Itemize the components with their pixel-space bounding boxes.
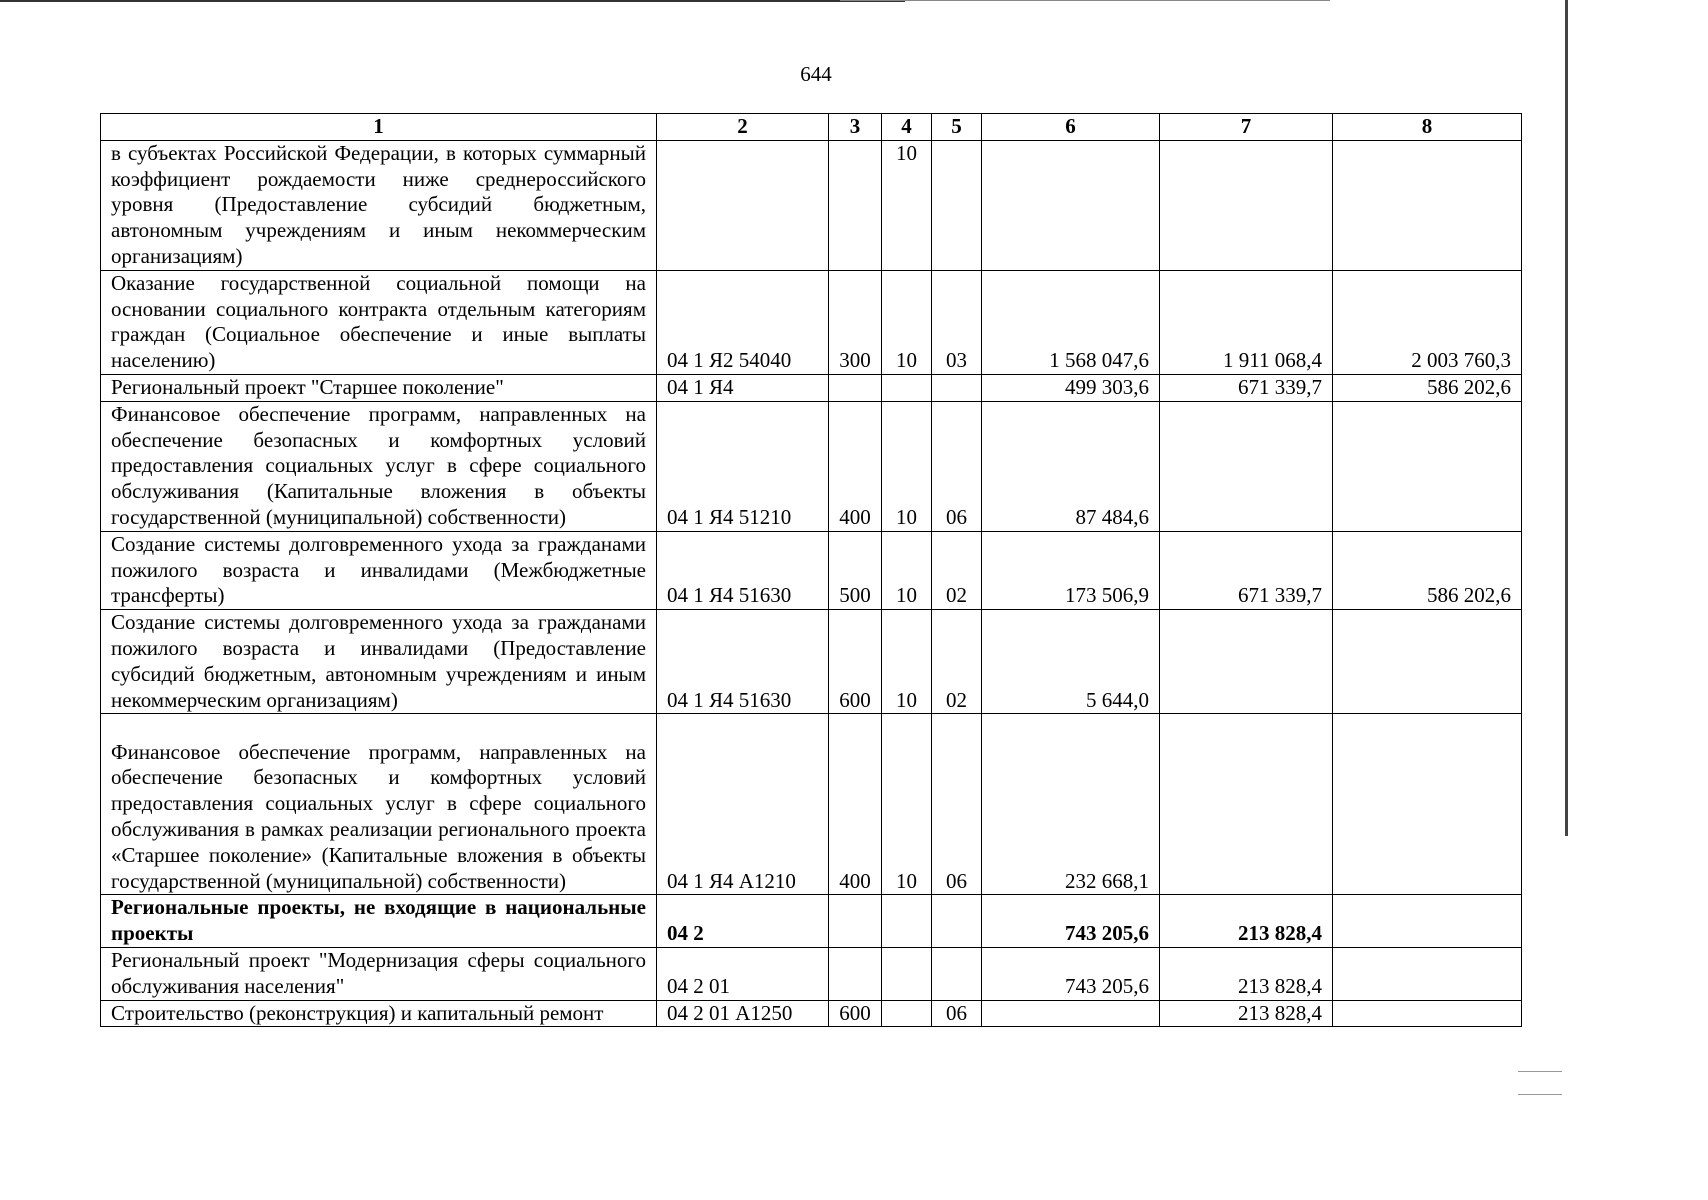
scan-corner-mark (1518, 1071, 1562, 1072)
header-cell: 4 (882, 114, 932, 141)
row-c7: 213 828,4 (1160, 895, 1333, 948)
scan-corner-mark (1518, 1094, 1562, 1095)
row-code (657, 140, 829, 270)
row-c8 (1333, 895, 1522, 948)
scan-right-edge (1565, 0, 1568, 836)
row-name: Региональный проект "Модернизация сферы социального обслуживания населения" (101, 947, 657, 1000)
table-row (101, 610, 1522, 714)
row-c4 (882, 374, 932, 401)
row-name: Создание системы долговременного ухода за гражданами пожилого возраста и инвалидами (Предоставление субсидий бюджетным, автономным учреждениям и иным некоммерческим организациям) (101, 610, 657, 714)
header-cell: 1 (101, 114, 657, 141)
row-c4 (882, 947, 932, 1000)
row-c3: 400 (829, 714, 882, 895)
row-c3: 300 (829, 270, 882, 374)
row-c8: 586 202,6 (1333, 374, 1522, 401)
row-c7 (1160, 140, 1333, 270)
row-c6 (982, 1000, 1160, 1027)
row-c8 (1333, 1000, 1522, 1027)
budget-table (100, 113, 1522, 1027)
row-c5: 06 (932, 1000, 982, 1027)
row-c3 (829, 947, 882, 1000)
row-c3 (829, 140, 882, 270)
table-row-bold (101, 895, 1522, 948)
scan-top-border (0, 0, 905, 2)
row-c8: 2 003 760,3 (1333, 270, 1522, 374)
row-c6: 5 644,0 (982, 610, 1160, 714)
row-name: Региональный проект "Старшее поколение" (101, 374, 657, 401)
row-c7: 1 911 068,4 (1160, 270, 1333, 374)
header-cell: 5 (932, 114, 982, 141)
row-c6: 173 506,9 (982, 531, 1160, 609)
row-c7: 671 339,7 (1160, 531, 1333, 609)
row-code: 04 2 (657, 895, 829, 948)
row-c5 (932, 895, 982, 948)
row-c4: 10 (882, 401, 932, 531)
row-c6: 743 205,6 (982, 895, 1160, 948)
row-c5: 06 (932, 401, 982, 531)
row-name: Строительство (реконструкция) и капитальный ремонт (101, 1000, 657, 1027)
header-cell: 3 (829, 114, 882, 141)
table-row (101, 401, 1522, 531)
row-c8 (1333, 140, 1522, 270)
row-c4: 10 (882, 610, 932, 714)
row-c3: 600 (829, 1000, 882, 1027)
row-name: Финансовое обеспечение программ, направленных на обеспечение безопасных и комфортных условий предоставления социальных услуг в сфере социального обслуживания (Капитальные вложения в объекты государственной (муниципальной) собственности) (101, 401, 657, 531)
row-c7: 213 828,4 (1160, 947, 1333, 1000)
header-cell: 7 (1160, 114, 1333, 141)
row-c3: 600 (829, 610, 882, 714)
row-c7 (1160, 714, 1333, 895)
row-c7: 213 828,4 (1160, 1000, 1333, 1027)
row-c6: 232 668,1 (982, 714, 1160, 895)
row-code: 04 1 Я4 51630 (657, 531, 829, 609)
table-row (101, 1000, 1522, 1027)
row-c8 (1333, 610, 1522, 714)
header-row (101, 114, 1522, 141)
header-cell: 2 (657, 114, 829, 141)
row-c7: 671 339,7 (1160, 374, 1333, 401)
row-c3 (829, 895, 882, 948)
row-c3: 400 (829, 401, 882, 531)
table-row (101, 374, 1522, 401)
row-c8 (1333, 401, 1522, 531)
row-c6: 1 568 047,6 (982, 270, 1160, 374)
row-c7 (1160, 401, 1333, 531)
row-c5 (932, 140, 982, 270)
row-code: 04 1 Я4 (657, 374, 829, 401)
row-c4: 10 (882, 140, 932, 270)
row-code: 04 1 Я4 51210 (657, 401, 829, 531)
table-row (101, 947, 1522, 1000)
row-c3: 500 (829, 531, 882, 609)
row-c4: 10 (882, 714, 932, 895)
row-c5: 02 (932, 531, 982, 609)
row-name: Региональные проекты, не входящие в национальные проекты (101, 895, 657, 948)
row-code: 04 1 Я2 54040 (657, 270, 829, 374)
row-c5 (932, 374, 982, 401)
row-c5 (932, 947, 982, 1000)
row-c3 (829, 374, 882, 401)
row-code: 04 2 01 (657, 947, 829, 1000)
row-c5: 06 (932, 714, 982, 895)
row-c4: 10 (882, 531, 932, 609)
scan-top-border-faint (840, 0, 1330, 1)
row-c6: 87 484,6 (982, 401, 1160, 531)
row-c4 (882, 895, 932, 948)
row-c6: 743 205,6 (982, 947, 1160, 1000)
row-c4 (882, 1000, 932, 1027)
row-c5: 02 (932, 610, 982, 714)
row-code: 04 1 Я4 А1210 (657, 714, 829, 895)
row-c8 (1333, 947, 1522, 1000)
row-c6: 499 303,6 (982, 374, 1160, 401)
table-row (101, 140, 1522, 270)
row-name: Создание системы долговременного ухода за гражданами пожилого возраста и инвалидами (Межбюджетные трансферты) (101, 531, 657, 609)
table-row (101, 270, 1522, 374)
row-c6 (982, 140, 1160, 270)
header-cell: 8 (1333, 114, 1522, 141)
table-row (101, 714, 1522, 895)
row-code: 04 1 Я4 51630 (657, 610, 829, 714)
page-number: 644 (800, 62, 832, 86)
table-row (101, 531, 1522, 609)
row-c4: 10 (882, 270, 932, 374)
row-name: Финансовое обеспечение программ, направленных на обеспечение безопасных и комфортных условий предоставления социальных услуг в сфере социального обслуживания в рамках реализации регионального проекта «Старшее поколение» (Капитальные вложения в объекты государственной (муниципальной) собственности) (101, 714, 657, 895)
row-c8 (1333, 714, 1522, 895)
row-name: Оказание государственной социальной помощи на основании социального контракта отдельным категориям граждан (Социальное обеспечение и иные выплаты населению) (101, 270, 657, 374)
header-cell: 6 (982, 114, 1160, 141)
row-c8: 586 202,6 (1333, 531, 1522, 609)
row-code: 04 2 01 А1250 (657, 1000, 829, 1027)
row-c5: 03 (932, 270, 982, 374)
row-name: в субъектах Российской Федерации, в которых суммарный коэффициент рождаемости ниже среднероссийского уровня (Предоставление субсидий бюджетным, автономным учреждениям и иным некоммерческим организациям) (101, 140, 657, 270)
row-c7 (1160, 610, 1333, 714)
